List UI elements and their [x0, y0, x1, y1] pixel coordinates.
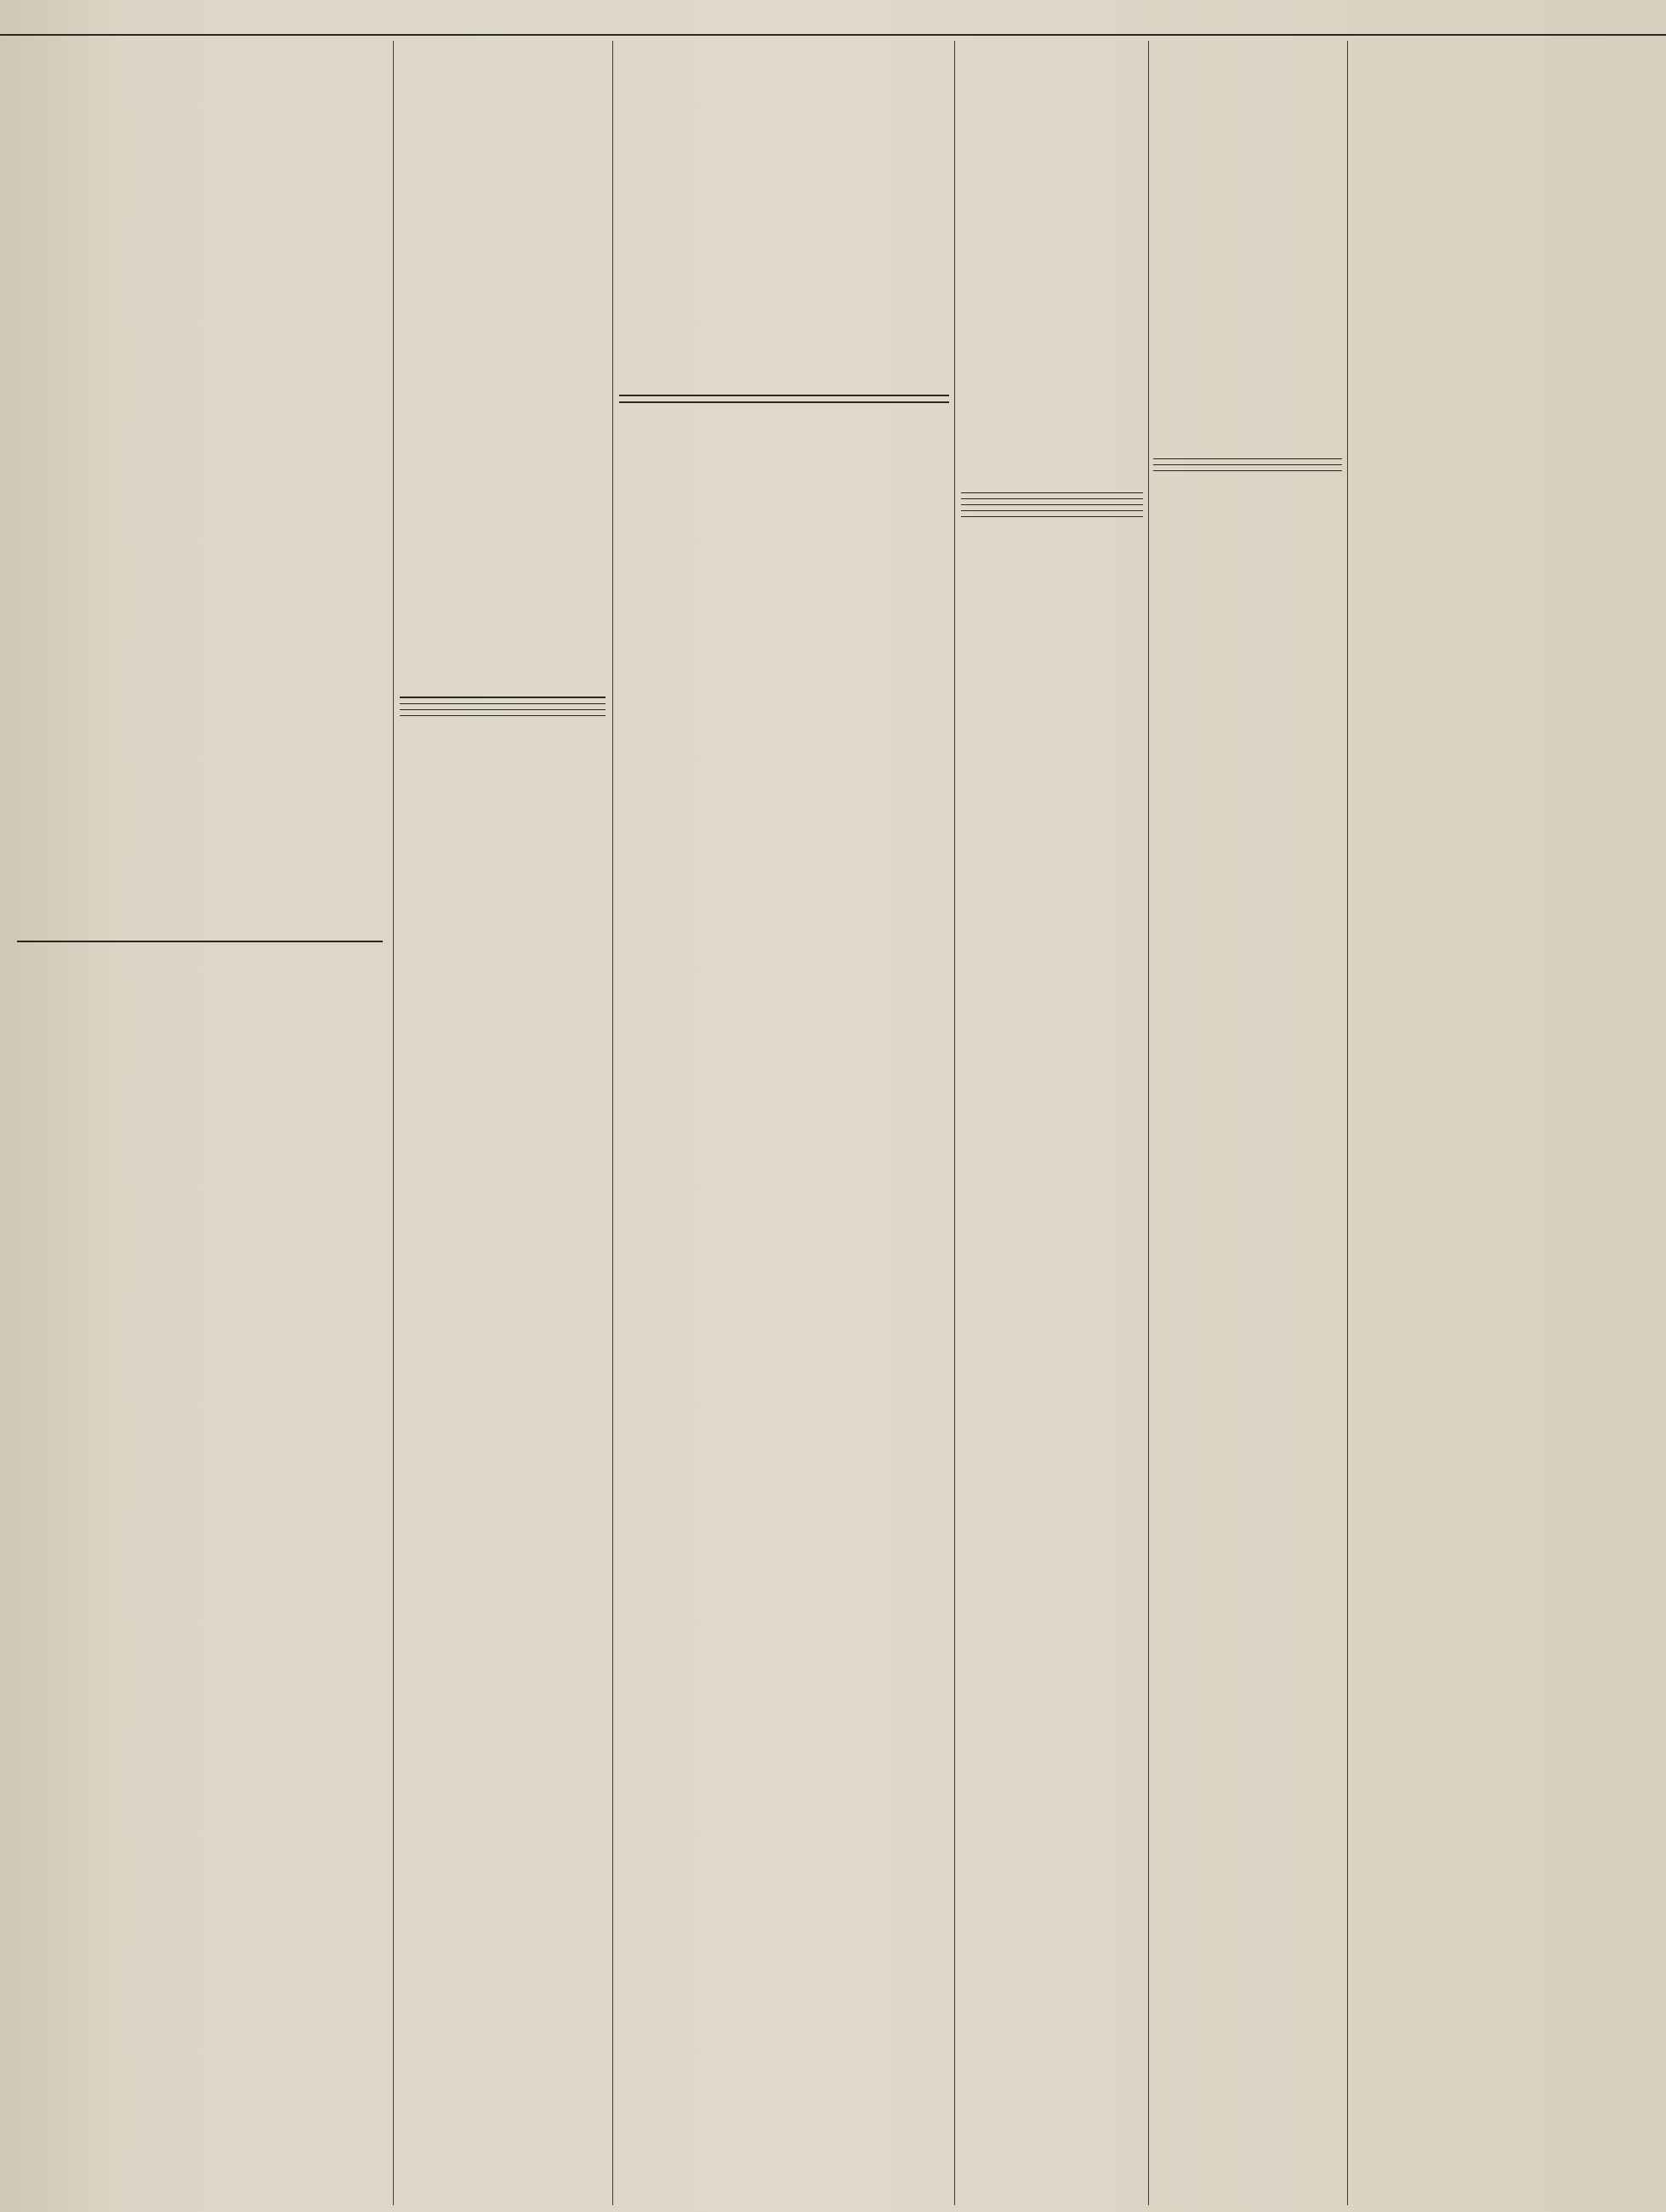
divider	[400, 703, 606, 704]
divider	[400, 697, 606, 698]
center-body	[619, 408, 949, 2007]
column-fifth-placeholder	[961, 41, 1143, 1895]
column-left	[17, 41, 383, 2201]
divider	[1153, 470, 1342, 471]
lower-articles	[17, 947, 383, 2078]
divider	[1153, 464, 1342, 465]
column-foreign	[1153, 41, 1342, 1895]
spacer	[1153, 45, 1342, 453]
article-body	[17, 43, 383, 935]
divider	[400, 715, 606, 716]
divider	[400, 709, 606, 710]
divider	[17, 941, 383, 942]
spacer	[619, 41, 949, 390]
running-head	[0, 0, 1666, 36]
column-rule	[393, 41, 394, 2205]
column-rule	[954, 41, 955, 2205]
column-second	[400, 41, 606, 2201]
spacer	[400, 45, 606, 691]
column-center	[619, 41, 949, 2201]
divider	[619, 401, 949, 403]
column-rule	[1148, 41, 1149, 2205]
column-rule	[612, 41, 613, 2205]
divider	[619, 395, 949, 396]
divider	[1153, 458, 1342, 459]
column-rule	[1347, 41, 1348, 2205]
